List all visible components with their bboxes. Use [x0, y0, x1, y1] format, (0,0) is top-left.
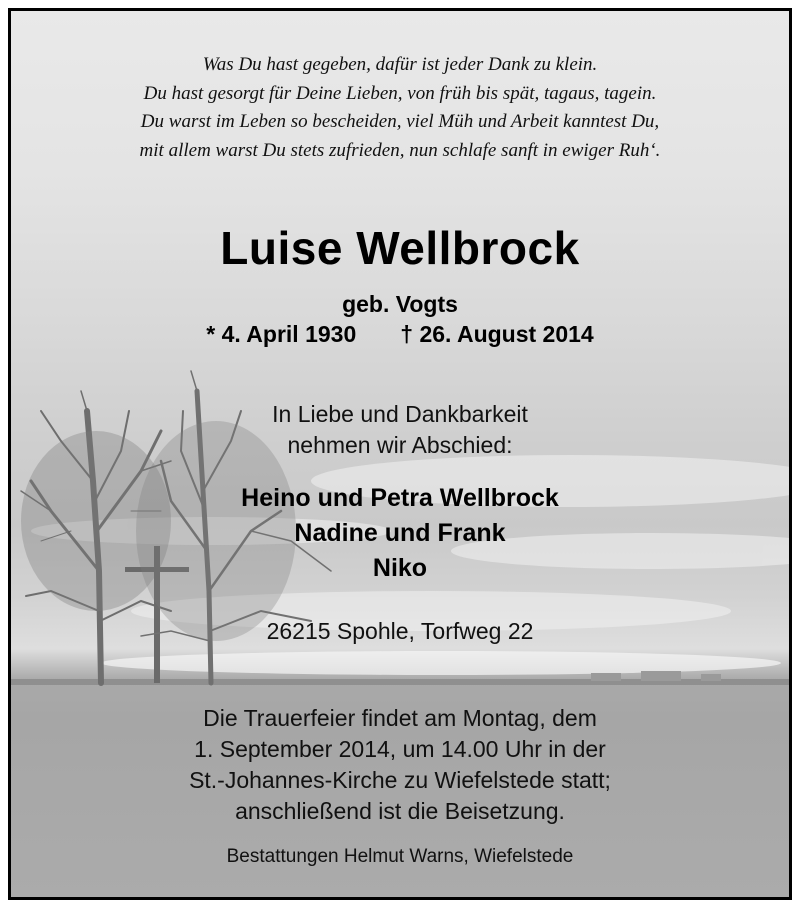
birth-date: * 4. April 1930: [206, 321, 357, 347]
service-line: St.-Johannes-Kirche zu Wiefelstede statt;: [189, 767, 611, 793]
birth-name: geb. Vogts: [342, 291, 458, 317]
family-member: Niko: [372, 554, 428, 582]
service-line: anschließend ist die Beisetzung.: [235, 798, 565, 824]
funeral-service-info: [11, 703, 789, 827]
service-line: Die Trauerfeier findet am Montag, dem: [203, 705, 597, 731]
obituary-notice: [8, 8, 792, 900]
deceased-name: Luise Wellbrock: [220, 222, 580, 274]
service-line: 1. September 2014, um 14.00 Uhr in der: [194, 736, 606, 762]
poem-line: Du hast gesorgt für Deine Lieben, von früh bis spät, tagaus, tagein.: [143, 82, 657, 104]
death-date: † 26. August 2014: [400, 321, 594, 347]
farewell-line: nehmen wir Abschied:: [287, 432, 513, 458]
farewell-text: [11, 399, 789, 461]
poem-line: Was Du hast gegeben, dafür ist jeder Dank zu klein.: [202, 54, 598, 75]
undertaker: Bestattungen Helmut Warns, Wiefelstede: [226, 846, 574, 867]
family-names: [11, 481, 789, 586]
life-dates: [11, 321, 789, 348]
farewell-line: In Liebe und Dankbarkeit: [272, 401, 528, 427]
memorial-poem: [11, 51, 789, 165]
family-member: Heino und Petra Wellbrock: [241, 484, 559, 512]
family-member: Nadine und Frank: [294, 519, 506, 547]
family-address: 26215 Spohle, Torfweg 22: [266, 618, 534, 644]
poem-line: Du warst im Leben so bescheiden, viel Müh und Arbeit kanntest Du,: [140, 111, 660, 132]
poem-line: mit allem warst Du stets zufrieden, nun schlafe sanft in ewiger Ruh‘.: [139, 139, 661, 161]
